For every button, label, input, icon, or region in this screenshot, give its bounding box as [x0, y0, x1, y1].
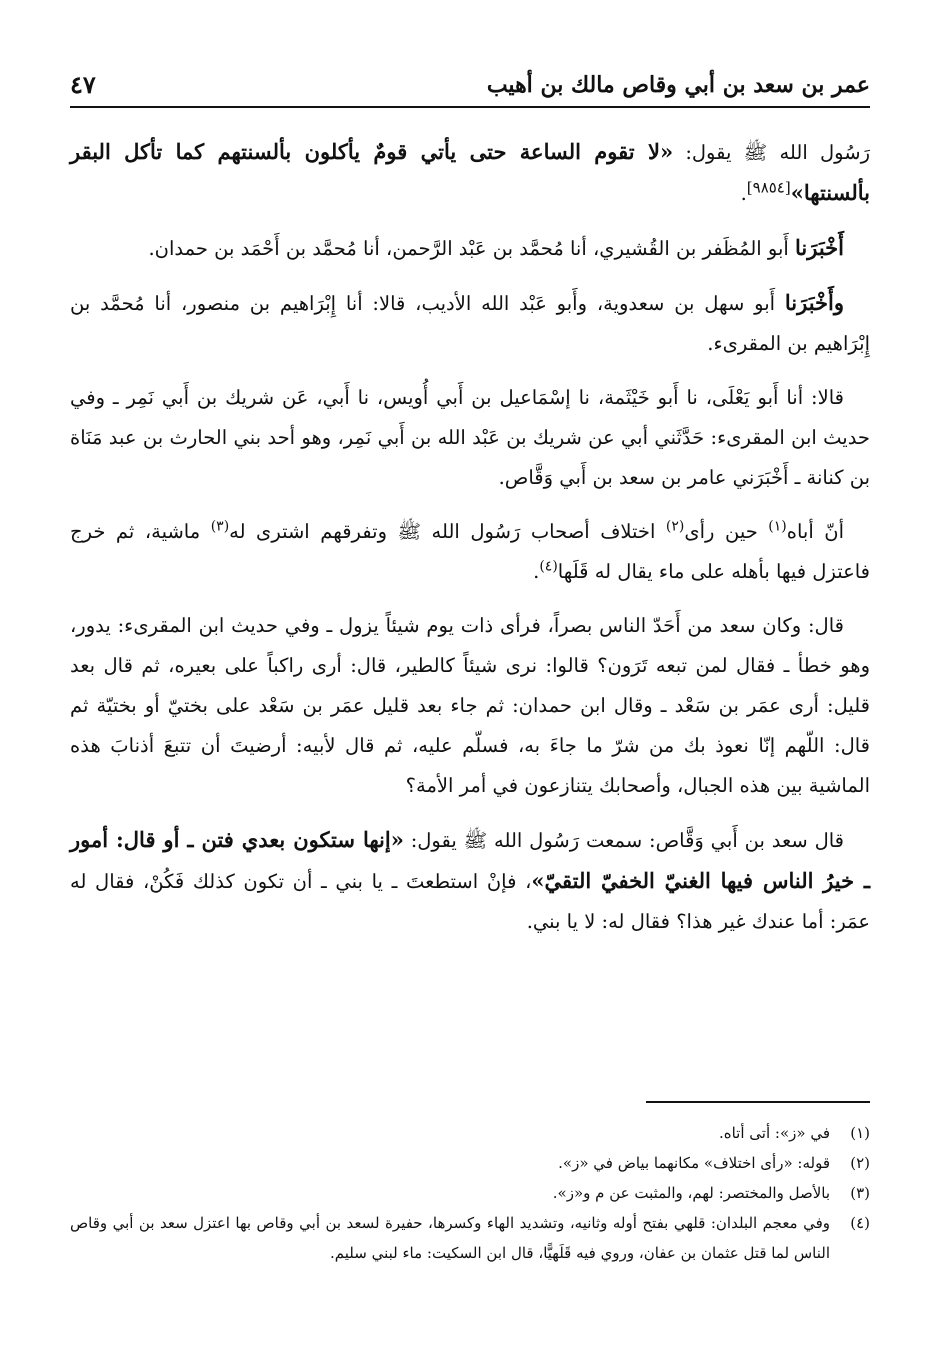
footnote-marker-4: (٤) [539, 558, 558, 575]
footnote-number: (١) [850, 1124, 870, 1142]
akhbarana-lead: وأَخْبَرَنا [784, 290, 844, 315]
paragraph-text: قالا: أنا أَبو يَعْلَى، نا أَبو خَيْثَمة، نا إسْمَاعيل بن أَبي أُويس، نا أَبي، عَن شريك بن أَبي نَمِر ـ وفي حديث ابن المقرىء: حَدَّثَني أبي عن شريك بن عَبْد الله بن أَبي نَمِر، وهو أحد بني الحارث بن عبد مَنَاة بن كنانة ـ أَخْبَرَني عامر بن سعد بن أَبي وَقَّاص. [70, 386, 870, 489]
paragraph-isnad-3 [70, 378, 870, 498]
footnote-marker-2: (٢) [665, 518, 685, 535]
paragraph-text: أَبو المُظَفر بن القُشيري، أنا مُحمَّد بن عَبْد الرَّحمن، أنا مُحمَّد بن أَحْمَد بن حمدان. [148, 237, 796, 260]
footnote-item [70, 1118, 870, 1148]
footnote-text: بالأصل والمختصر: لهم، والمثبت عن م و«ز». [552, 1184, 830, 1202]
page-number: ٤٧ [70, 70, 96, 99]
footnote-number: (٢) [850, 1154, 870, 1172]
main-text [70, 132, 870, 956]
hadith-reference-number: [٩٨٥٤] [746, 178, 791, 197]
paragraph-text: رَسُول الله ﷺ يقول: [673, 141, 870, 164]
paragraph-text: قال سعد بن أَبي وَقَّاص: سمعت رَسُول الله ﷺ يقول: [403, 829, 844, 852]
paragraph-text: حين رأى [684, 520, 769, 543]
paragraph-text: أنّ أباه [786, 520, 844, 543]
footnote-text: وفي معجم البلدان: قلهي بفتح أوله وثانيه، وتشديد الهاء وكسرها، حفيرة لسعد بن أبي وقاص بها اعتزل سعد بن أبي وقاص الناس لما قتل عثمان بن عفان، وروي فيه قَلَهيًّا، قال ابن السكيت: ماء لبني سليم. [70, 1214, 830, 1262]
paragraph-isnad-1 [70, 228, 870, 269]
akhbarana-lead: أَخْبَرَنا [795, 235, 844, 260]
paragraph-text: . [533, 560, 540, 583]
footnote-item [70, 1208, 870, 1268]
paragraph-text: ماشية، ثم خرج فاعتزل فيها بأهله على ماء يقال له قَلَها [70, 520, 870, 583]
footnotes [70, 1118, 870, 1268]
footnote-item [70, 1148, 870, 1178]
hadith-quote: «لا تقوم الساعة حتى يأتي قومٌ يأكلون بألسنتهم كما تأكل البقر بألسنتها» [70, 139, 870, 205]
paragraph-hadith-2 [70, 820, 870, 942]
footnote-marker-3: (٣) [210, 518, 230, 535]
paragraph-text: ، فإنْ استطعتَ ـ يا بني ـ أن تكون كذلك فَكُنْ، فقال له عمَر: أما عندك غير هذا؟ فقال له: لا يا بني. [70, 870, 870, 933]
paragraph-hadith-1 [70, 132, 870, 214]
footnote-text: في «ز»: أتى أتاه. [718, 1124, 830, 1142]
hadith-quote: «إنها ستكون بعدي فتن ـ أو قال: أمور ـ خيرُ الناس فيها الغنيّ الخفيّ التقيّ» [70, 827, 871, 893]
paragraph-text: اختلاف أصحاب رَسُول الله ﷺ وتفرقهم اشترى له [229, 520, 666, 543]
page-header [70, 66, 870, 108]
paragraph-text: أَبو سهل بن سعدوية، وأَبو عَبْد الله الأديب، قالا: أنا إِبْرَاهيم بن منصور، أنا مُحمَّد بن إِبْرَاهيم بن المقرىء. [70, 292, 870, 355]
paragraph-narrative-2 [70, 606, 870, 806]
footnote-text: قوله: «رأى اختلاف» مكانهما بياض في «ز». [558, 1154, 830, 1172]
running-title: عمر بن سعد بن أبي وقاص مالك بن أهيب [486, 72, 870, 98]
footnote-divider [646, 1101, 870, 1103]
footnote-item [70, 1178, 870, 1208]
footnote-marker-1: (١) [768, 518, 787, 535]
paragraph-text: . [740, 182, 747, 205]
paragraph-text: قال: وكان سعد من أَحَدّ الناس بصراً، فرأى ذات يوم شيئاً يزول ـ وفي حديث ابن المقرىء: يدور، وهو خطأ ـ فقال لمن تبعه تَرَون؟ قالوا: نرى شيئاً كالطير، قال: أرى راكباً على بعيره، ثم قال بعد قليل: أرى عمَر بن سَعْد ـ وقال ابن حمدان: ثم جاء بعد قليل عمَر بن سَعْد على بختيّ أو بختيّة ثم قال: اللّهم إنّا نعوذ بك من شرّ ما جاءَ به، فسلّم عليه، ثم قال لأبيه: أرضيتَ أن تتبعَ أذنابَ هذه الماشية بين هذه الجبال، وأصحابك يتنازعون في أمر الأمة؟ [70, 614, 870, 797]
footnote-number: (٤) [850, 1214, 870, 1232]
footnote-number: (٣) [850, 1184, 870, 1202]
paragraph-narrative-1 [70, 512, 870, 592]
paragraph-isnad-2 [70, 283, 870, 364]
